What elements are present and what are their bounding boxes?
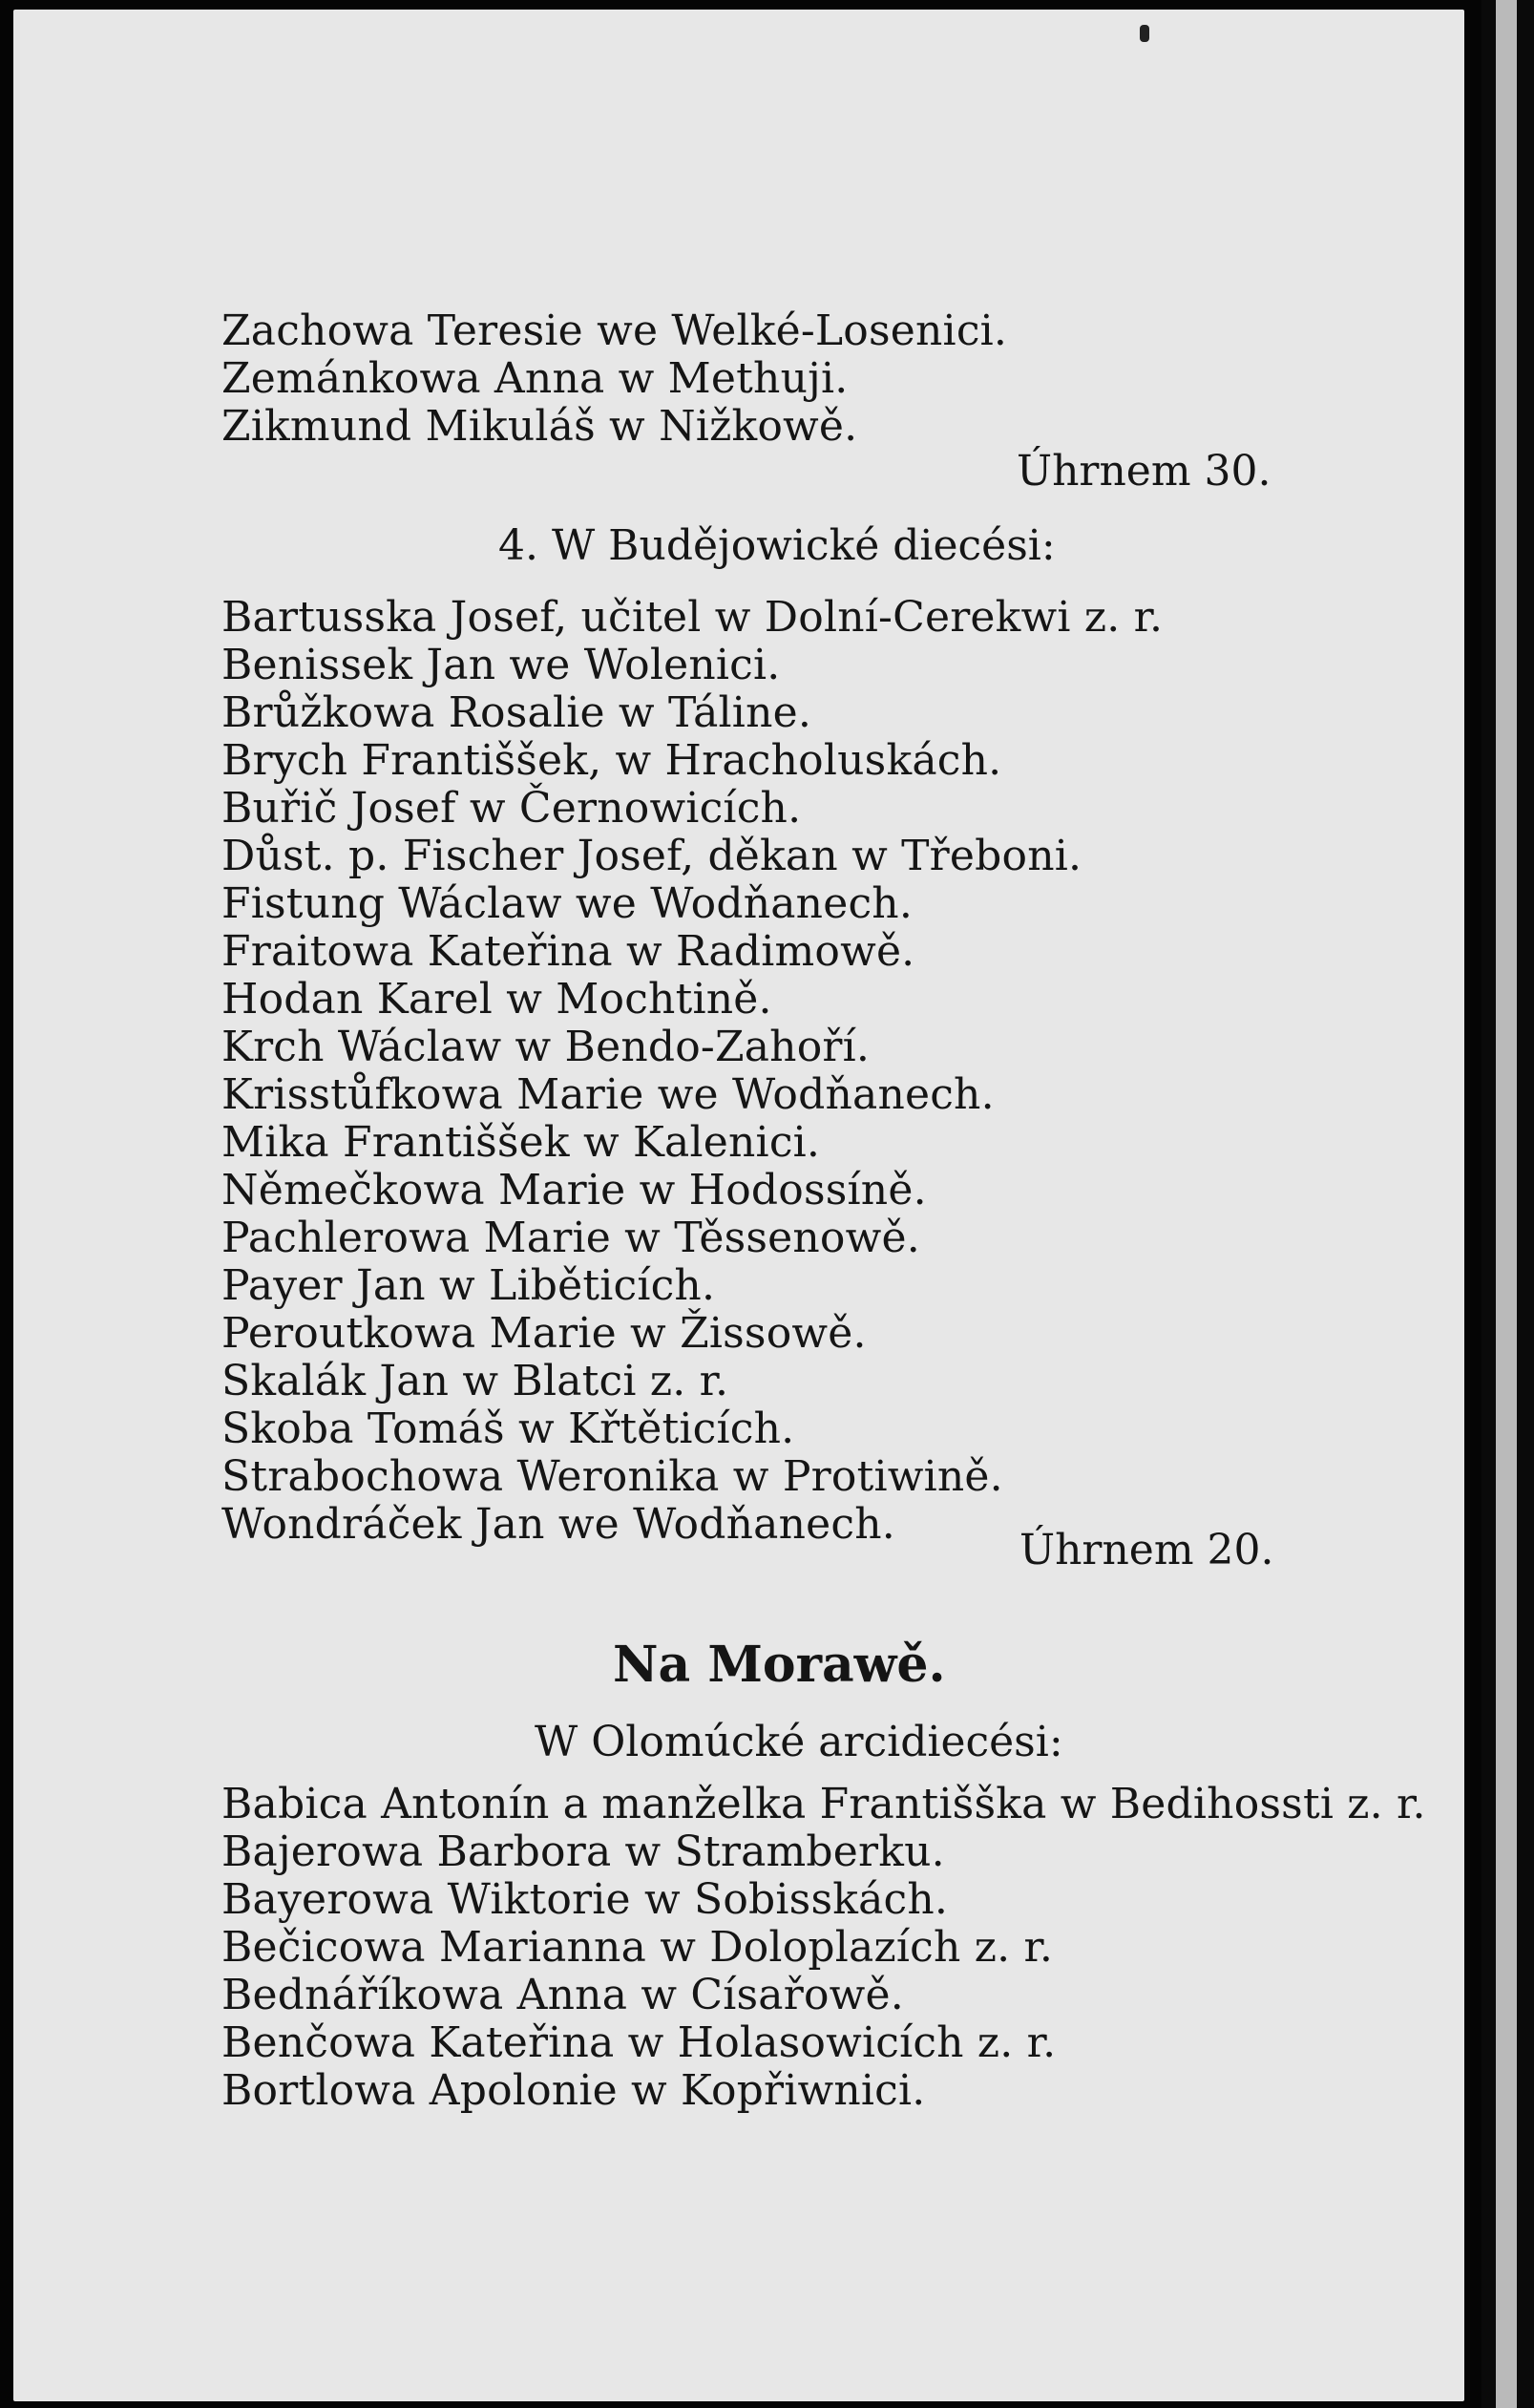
entry-line: Bečicowa Marianna w Doloplazích z. r. (221, 1923, 1054, 1972)
entry-line: Krisstůfkowa Marie we Wodňanech. (221, 1070, 995, 1119)
entry-line: Zachowa Teresie we Welké-Losenici. (221, 306, 1008, 355)
entry-line: Skoba Tomáš w Křtěticích. (221, 1405, 795, 1453)
entry-line: Hodan Karel w Mochtině. (221, 975, 772, 1024)
diocese-heading-olomouc: W Olomúcké arcidiecési: (535, 1718, 1063, 1766)
entry-line: Fraitowa Kateřina w Radimowě. (221, 927, 915, 976)
entry-line: Skalák Jan w Blatci z. r. (221, 1357, 729, 1405)
entry-line: Peroutkowa Marie w Žissowě. (221, 1309, 867, 1358)
print-speck (1140, 25, 1149, 42)
entry-line: Bajerowa Barbora w Stramberku. (221, 1827, 945, 1876)
entry-line: Fistung Wáclaw we Wodňanech. (221, 879, 914, 928)
entry-line: Mika Františšek w Kalenici. (221, 1118, 821, 1167)
entry-line: Benissek Jan we Wolenici. (221, 641, 781, 689)
entry-line: Krch Wáclaw w Bendo-Zahoří. (221, 1023, 871, 1071)
entry-line: Payer Jan w Liběticích. (221, 1261, 716, 1310)
diocese-heading-budejovice: 4. W Budějowické diecési: (498, 521, 1056, 570)
entry-line: Bortlowa Apolonie w Kopřiwnici. (221, 2066, 926, 2115)
entry-line: Buřič Josef w Černowicích. (221, 784, 802, 833)
entry-line: Bayerowa Wiktorie w Sobisskách. (221, 1875, 949, 1924)
entry-line: Wondráček Jan we Wodňanech. (221, 1500, 895, 1549)
region-title-moravia: Na Morawě. (613, 1636, 946, 1694)
total-20: Úhrnem 20. (1019, 1526, 1274, 1574)
entry-line: Pachlerowa Marie w Těssenowě. (221, 1214, 920, 1262)
entry-line: Babica Antonín a manželka Františška w Bedihossti z. r. (221, 1780, 1426, 1828)
entry-line: Strabochowa Weronika w Protiwině. (221, 1452, 1003, 1501)
entry-line: Bartusska Josef, učitel w Dolní-Cerekwi z. r. (221, 593, 1164, 642)
entry-line: Důst. p. Fischer Josef, děkan w Třeboni. (221, 832, 1082, 880)
entry-line: Zikmund Mikuláš w Nižkowě. (221, 402, 858, 451)
entry-line: Němečkowa Marie w Hodossíně. (221, 1166, 927, 1215)
entry-line: Bednáříkowa Anna w Císařowě. (221, 1971, 904, 2019)
entry-line: Brych Františšek, w Hracholuskách. (221, 736, 1002, 785)
entry-line: Brůžkowa Rosalie w Táline. (221, 688, 812, 737)
entry-line: Zemánkowa Anna w Methuji. (221, 354, 849, 403)
entry-line: Benčowa Kateřina w Holasowicích z. r. (221, 2018, 1057, 2067)
total-30: Úhrnem 30. (1017, 447, 1271, 496)
